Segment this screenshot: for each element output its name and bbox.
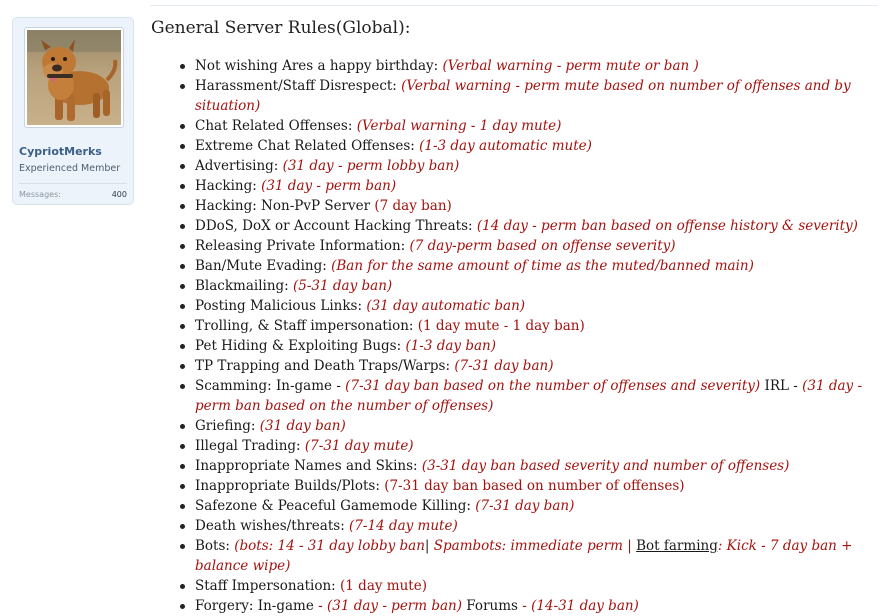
separator: |	[627, 538, 637, 554]
rule-penalty: (1 day mute - 1 day ban)	[417, 318, 585, 334]
rule-label: Staff Impersonation:	[195, 578, 341, 594]
rule-label: Posting Malicious Links:	[195, 298, 367, 314]
rule-penalty: (7-31 day ban based on the number of offenses and severity)	[345, 378, 761, 394]
rule-label: Advertising:	[195, 158, 283, 174]
post-heading: General Server Rules(Global):	[151, 18, 411, 38]
rule-penalty: (1-3 day automatic mute)	[419, 138, 592, 154]
user-card	[12, 17, 134, 205]
rule-label: Trolling, & Staff impersonation:	[195, 318, 418, 334]
bot-farming-link[interactable]: Bot farming	[636, 538, 718, 554]
rule-label: Inappropriate Builds/Plots:	[195, 478, 385, 494]
rule-item	[195, 136, 879, 156]
rule-penalty: (1-3 day ban)	[405, 338, 496, 354]
rule-label: Chat Related Offenses:	[195, 118, 357, 134]
rule-label: Forgery: In-game	[195, 598, 319, 614]
rule-penalty: (31 day - perm ban based on the number of offenses)	[195, 378, 863, 414]
rule-penalty: Spambots: immediate perm	[433, 538, 628, 554]
rule-penalty: (7-31 day mute)	[304, 438, 414, 454]
username-link[interactable]: CypriotMerks	[19, 145, 102, 158]
rule-sublabel: Forums	[462, 598, 523, 614]
avatar-dog-picture	[27, 30, 121, 125]
rule-item	[195, 296, 879, 316]
stats-divider	[19, 183, 127, 184]
rule-item	[195, 316, 879, 336]
user-title: Experienced Member	[19, 163, 121, 174]
rule-label: Pet Hiding & Exploiting Bugs:	[195, 338, 406, 354]
rule-item	[195, 196, 879, 216]
rule-item	[195, 256, 879, 276]
rule-item	[195, 456, 879, 476]
rule-penalty: (31 day ban)	[259, 418, 346, 434]
rule-penalty: (7 day ban)	[374, 198, 452, 214]
rule-item	[195, 516, 879, 536]
rule-item	[195, 116, 879, 136]
rule-penalty: (Verbal warning - perm mute based on number of offenses and by situation)	[195, 78, 851, 114]
rule-penalty: (7 day-perm based on offense severity)	[409, 238, 676, 254]
rule-penalty: (31 day - perm ban)	[261, 178, 397, 194]
rule-penalty: (3-31 day ban based severity and number of offenses)	[421, 458, 790, 474]
rule-item-bots	[195, 536, 879, 576]
rule-penalty: (5-31 day ban)	[293, 278, 393, 294]
rule-item	[195, 56, 879, 76]
rule-label: Illegal Trading:	[195, 438, 305, 454]
rule-penalty: (31 day - perm lobby ban)	[282, 158, 460, 174]
rule-item	[195, 236, 879, 256]
rule-penalty: (7-31 day ban based on number of offenses)	[384, 478, 685, 494]
rule-penalty: (Verbal warning - 1 day mute)	[356, 118, 562, 134]
rule-penalty: (7-14 day mute)	[349, 518, 458, 534]
rule-label: Extreme Chat Related Offenses:	[195, 138, 420, 154]
rule-penalty: (1 day mute)	[340, 578, 427, 594]
rule-penalty: (Verbal warning - perm mute or ban )	[442, 58, 699, 74]
rule-penalty: : Kick - 7 day ban + balance wipe)	[195, 538, 853, 574]
rule-label: DDoS, DoX or Account Hacking Threats:	[195, 218, 477, 234]
rule-label: Ban/Mute Evading:	[195, 258, 332, 274]
rule-penalty: - (31 day - perm ban)	[318, 598, 463, 614]
rule-item	[195, 156, 879, 176]
rule-item	[195, 336, 879, 356]
rule-item	[195, 416, 879, 436]
rule-label: Safezone & Peaceful Gamemode Killing:	[195, 498, 476, 514]
rules-list	[195, 56, 879, 616]
messages-count: 400	[111, 190, 127, 199]
rule-item	[195, 476, 879, 496]
rule-penalty: - (14-31 day ban)	[522, 598, 639, 614]
rule-item	[195, 76, 879, 116]
rule-penalty: (7-31 day ban)	[454, 358, 554, 374]
rule-label: Death wishes/threats:	[195, 518, 350, 534]
rule-item-scamming	[195, 376, 879, 416]
avatar[interactable]	[24, 27, 124, 128]
rule-penalty: (Ban for the same amount of time as the muted/banned main)	[331, 258, 754, 274]
rule-penalty: (bots: 14 - 31 day lobby ban	[234, 538, 425, 554]
rule-item	[195, 176, 879, 196]
rule-item	[195, 276, 879, 296]
rule-label: Hacking: Non-PvP Server	[195, 198, 375, 214]
post-top-divider	[150, 5, 878, 6]
rule-penalty: (7-31 day ban)	[475, 498, 575, 514]
rule-label: Blackmailing:	[195, 278, 294, 294]
messages-label: Messages:	[19, 190, 61, 199]
rule-label: Releasing Private Information:	[195, 238, 410, 254]
rule-label: Hacking:	[195, 178, 262, 194]
rule-item	[195, 496, 879, 516]
rule-label: TP Trapping and Death Traps/Warps:	[195, 358, 455, 374]
rule-penalty: (14 day - perm ban based on offense history & severity)	[476, 218, 858, 234]
rule-item	[195, 216, 879, 236]
rule-item	[195, 356, 879, 376]
rule-item	[195, 436, 879, 456]
separator: |	[424, 538, 434, 554]
rule-label: Bots:	[195, 538, 235, 554]
rule-label: Not wishing Ares a happy birthday:	[195, 58, 443, 74]
rule-sublabel: IRL -	[760, 378, 803, 394]
rule-label: Scamming: In-game -	[195, 378, 346, 394]
rule-label: Harassment/Staff Disrespect:	[195, 78, 402, 94]
rule-label: Griefing:	[195, 418, 260, 434]
rule-item	[195, 576, 879, 596]
rule-penalty: (31 day automatic ban)	[366, 298, 526, 314]
rule-item-forgery	[195, 596, 879, 616]
rule-label: Inappropriate Names and Skins:	[195, 458, 422, 474]
